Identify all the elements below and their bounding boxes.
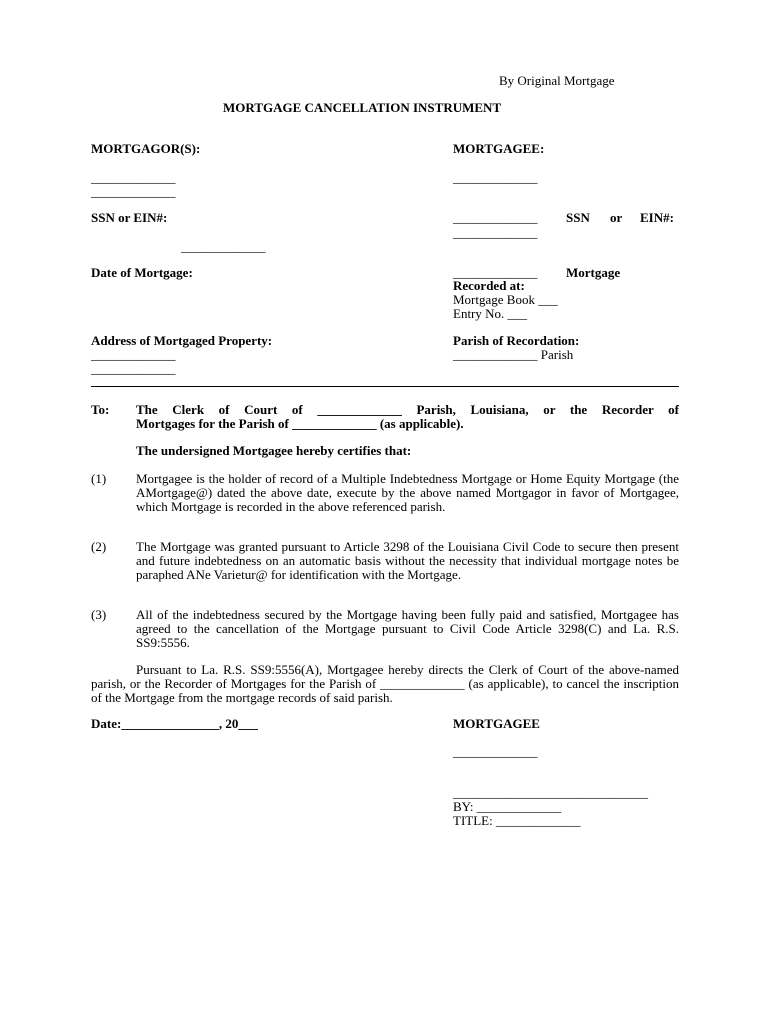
mortgagee-signature-label: MORTGAGEE: [453, 716, 540, 731]
title-line[interactable]: TITLE: _____________: [453, 813, 581, 828]
mortgagor-name-blank-1[interactable]: _____________: [91, 170, 176, 185]
mortgage-book-field[interactable]: Mortgage Book ___: [453, 292, 558, 307]
date-signature-line[interactable]: Date:_______________, 20___: [91, 716, 258, 731]
mortgagee-ein-blank[interactable]: _____________: [453, 225, 538, 240]
recorded-at-label: Recorded at:: [453, 278, 525, 293]
mortgagee-label: MORTGAGEE:: [453, 141, 545, 156]
mortgagor-label: MORTGAGOR(S):: [91, 141, 201, 156]
item-3-number: (3): [91, 607, 107, 622]
ssn-word: SSN: [566, 210, 590, 225]
mortgagor-name-blank-2[interactable]: _____________: [91, 184, 176, 199]
signature-line[interactable]: ______________________________: [453, 785, 648, 800]
address-blank-1[interactable]: _____________: [91, 347, 176, 362]
address-blank-2[interactable]: _____________: [91, 361, 176, 376]
to-line-2: Mortgages for the Parish of _____________ (as applicable).: [136, 416, 464, 431]
date-of-mortgage-label: Date of Mortgage:: [91, 265, 193, 280]
separator-rule: [91, 386, 679, 387]
ssn-ein-label-mortgagor: SSN or EIN#:: [91, 210, 168, 225]
mortgagee-name-blank[interactable]: _____________: [453, 170, 538, 185]
parish-of-recordation-label: Parish of Recordation:: [453, 333, 580, 348]
origin-note: By Original Mortgage: [499, 73, 615, 88]
ein-word: EIN#:: [640, 210, 674, 225]
to-line-1: The Clerk of Court of _____________ Parish, Louisiana, or the Recorder of: [136, 402, 679, 417]
document-title: MORTGAGE CANCELLATION INSTRUMENT: [223, 100, 502, 115]
entry-no-field[interactable]: Entry No. ___: [453, 306, 528, 321]
mortgage-word: Mortgage: [566, 265, 621, 280]
item-3-text: All of the indebtedness secured by the Mortgage having been fully paid and satisfied, Mortgagee has agreed to the cancellation of the Mortgage pursuant to Civil Code Article 3298(C) and La. R.S. SS9:5556.: [136, 607, 679, 650]
by-line[interactable]: BY: _____________: [453, 799, 562, 814]
item-1-number: (1): [91, 471, 107, 486]
parish-recordation-field[interactable]: _____________ Parish: [453, 347, 574, 362]
certifies-heading: The undersigned Mortgagee hereby certifies that:: [136, 443, 412, 458]
mortgagee-ssn-blank[interactable]: _____________: [453, 210, 538, 225]
mortgagor-ssn-blank[interactable]: _____________: [181, 239, 266, 254]
mortgagee-signature-blank[interactable]: _____________: [453, 744, 538, 759]
or-word: or: [610, 210, 623, 225]
item-1-text: Mortgagee is the holder of record of a Multiple Indebtedness Mortgage or Home Equity Mortgage (the AMortgage@) dated the above date, execute by the above named Mortgagor in favor of Mortgagee, which Mortgage is recorded in the above referenced parish.: [136, 471, 679, 514]
address-label: Address of Mortgaged Property:: [91, 333, 273, 348]
item-2-text: The Mortgage was granted pursuant to Article 3298 of the Louisiana Civil Code to secure then present and future indebtedness on an automatic basis without the necessity that individual mortgage notes be paraphed ANe Varietur@ for identification with the Mortgage.: [136, 539, 679, 582]
item-2-number: (2): [91, 539, 107, 554]
date-of-mortgage-blank[interactable]: _____________: [453, 265, 538, 280]
pursuant-paragraph: Pursuant to La. R.S. SS9:5556(A), Mortgagee hereby directs the Clerk of Court of the above-named parish, or the Recorder of Mortgages for the Parish of _____________ (as applicable), to cancel the inscription of the Mortgage from the mortgage records of said parish.: [91, 662, 679, 705]
to-label: To:: [91, 402, 110, 417]
